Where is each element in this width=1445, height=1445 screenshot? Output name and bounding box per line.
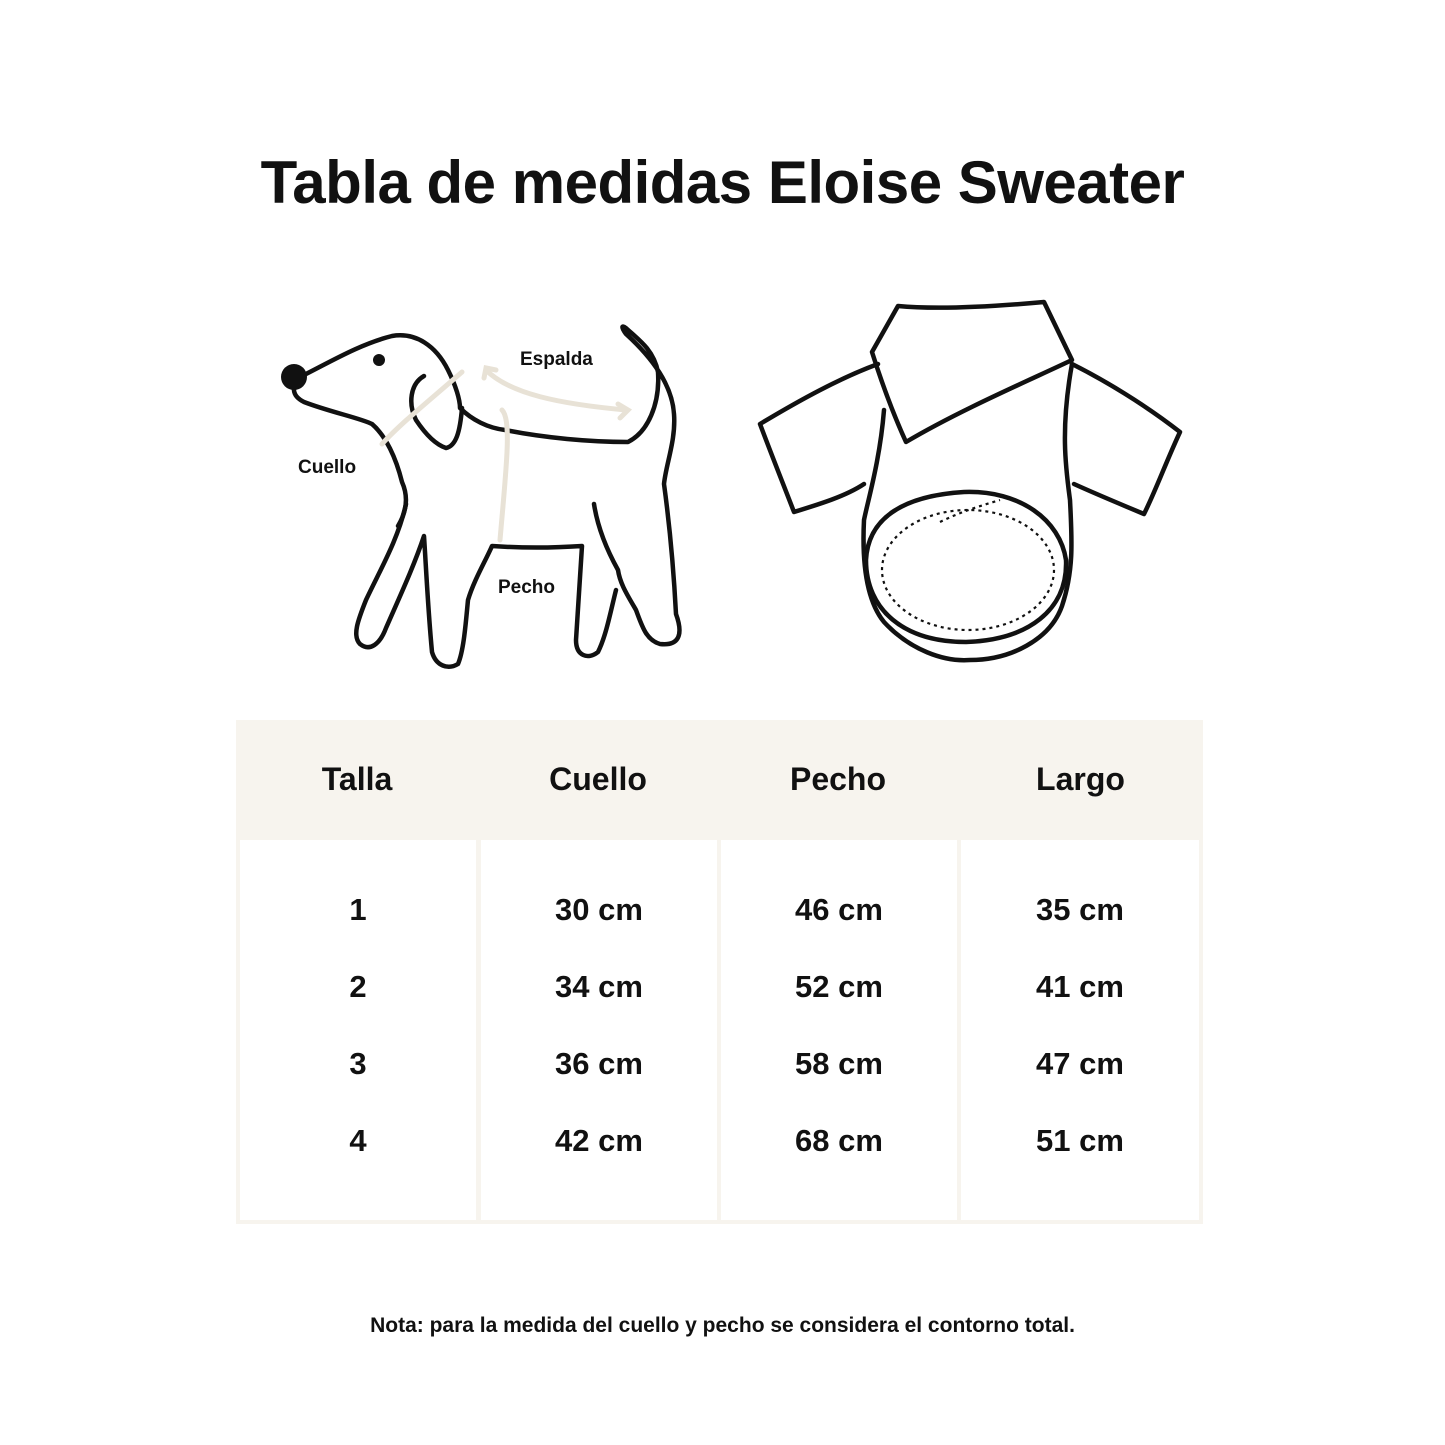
sweater-measure-dotted xyxy=(882,500,1054,630)
footnote: Nota: para la medida del cuello y pecho se considera el contorno total. xyxy=(370,1314,1075,1337)
cell-chest-1: 46 cm xyxy=(795,892,883,927)
dog-nose xyxy=(281,364,307,390)
dog-body-outline xyxy=(302,327,679,645)
cell-neck-3: 36 cm xyxy=(555,1046,643,1081)
back-measure-line xyxy=(486,370,626,410)
cell-length-3: 47 cm xyxy=(1036,1046,1124,1081)
cell-length-1: 35 cm xyxy=(1036,892,1124,927)
cell-chest-4: 68 cm xyxy=(795,1123,883,1158)
neck-label: Cuello xyxy=(298,457,357,478)
sweater-measure-dotted-tail xyxy=(940,500,1000,522)
cell-length-2: 41 cm xyxy=(1036,969,1124,1004)
cell-size-2: 2 xyxy=(349,969,367,1004)
dog-snout-outline xyxy=(294,376,406,526)
cell-chest-2: 52 cm xyxy=(795,969,883,1004)
column-length xyxy=(961,840,1199,1220)
column-size xyxy=(240,840,476,1220)
cell-neck-4: 42 cm xyxy=(555,1123,643,1158)
header-neck: Cuello xyxy=(549,761,647,797)
page-title: Tabla de medidas Eloise Sweater xyxy=(260,149,1185,216)
sweater-opening-dotted-outline xyxy=(882,510,1054,630)
header-chest: Pecho xyxy=(789,761,887,797)
dog-front-leg-outline xyxy=(356,504,616,667)
sweater-collar-outline xyxy=(872,302,1072,442)
cell-length-4: 51 cm xyxy=(1036,1123,1124,1158)
dog-ear-outline xyxy=(411,376,462,448)
size-table xyxy=(236,720,1203,1224)
back-label: Espalda xyxy=(520,349,593,370)
cell-size-4: 4 xyxy=(349,1123,367,1158)
measurement-lines xyxy=(382,368,628,540)
dog-illustration xyxy=(294,327,680,667)
chest-measure-line xyxy=(500,410,507,540)
chest-label: Pecho xyxy=(498,577,556,598)
sweater-opening-outline xyxy=(866,492,1066,642)
column-neck xyxy=(481,840,717,1220)
sweater-illustration xyxy=(760,302,1180,660)
sweater-left-sleeve-outline xyxy=(760,364,878,512)
neck-measure-line xyxy=(382,372,462,444)
sweater-right-sleeve-outline xyxy=(1072,364,1180,514)
back-measure-arrow-right xyxy=(618,404,628,418)
table-header xyxy=(236,720,1203,838)
cell-neck-2: 34 cm xyxy=(555,969,643,1004)
sweater-body-outline xyxy=(864,364,1072,660)
dog-eye xyxy=(373,354,385,366)
cell-chest-3: 58 cm xyxy=(795,1046,883,1081)
cell-size-3: 3 xyxy=(349,1046,367,1081)
column-chest xyxy=(721,840,957,1220)
cell-size-1: 1 xyxy=(349,892,367,927)
back-measure-arrow-left xyxy=(484,368,496,378)
cell-neck-1: 30 cm xyxy=(555,892,643,927)
header-size: Talla xyxy=(321,761,393,797)
header-length: Largo xyxy=(1036,761,1125,797)
